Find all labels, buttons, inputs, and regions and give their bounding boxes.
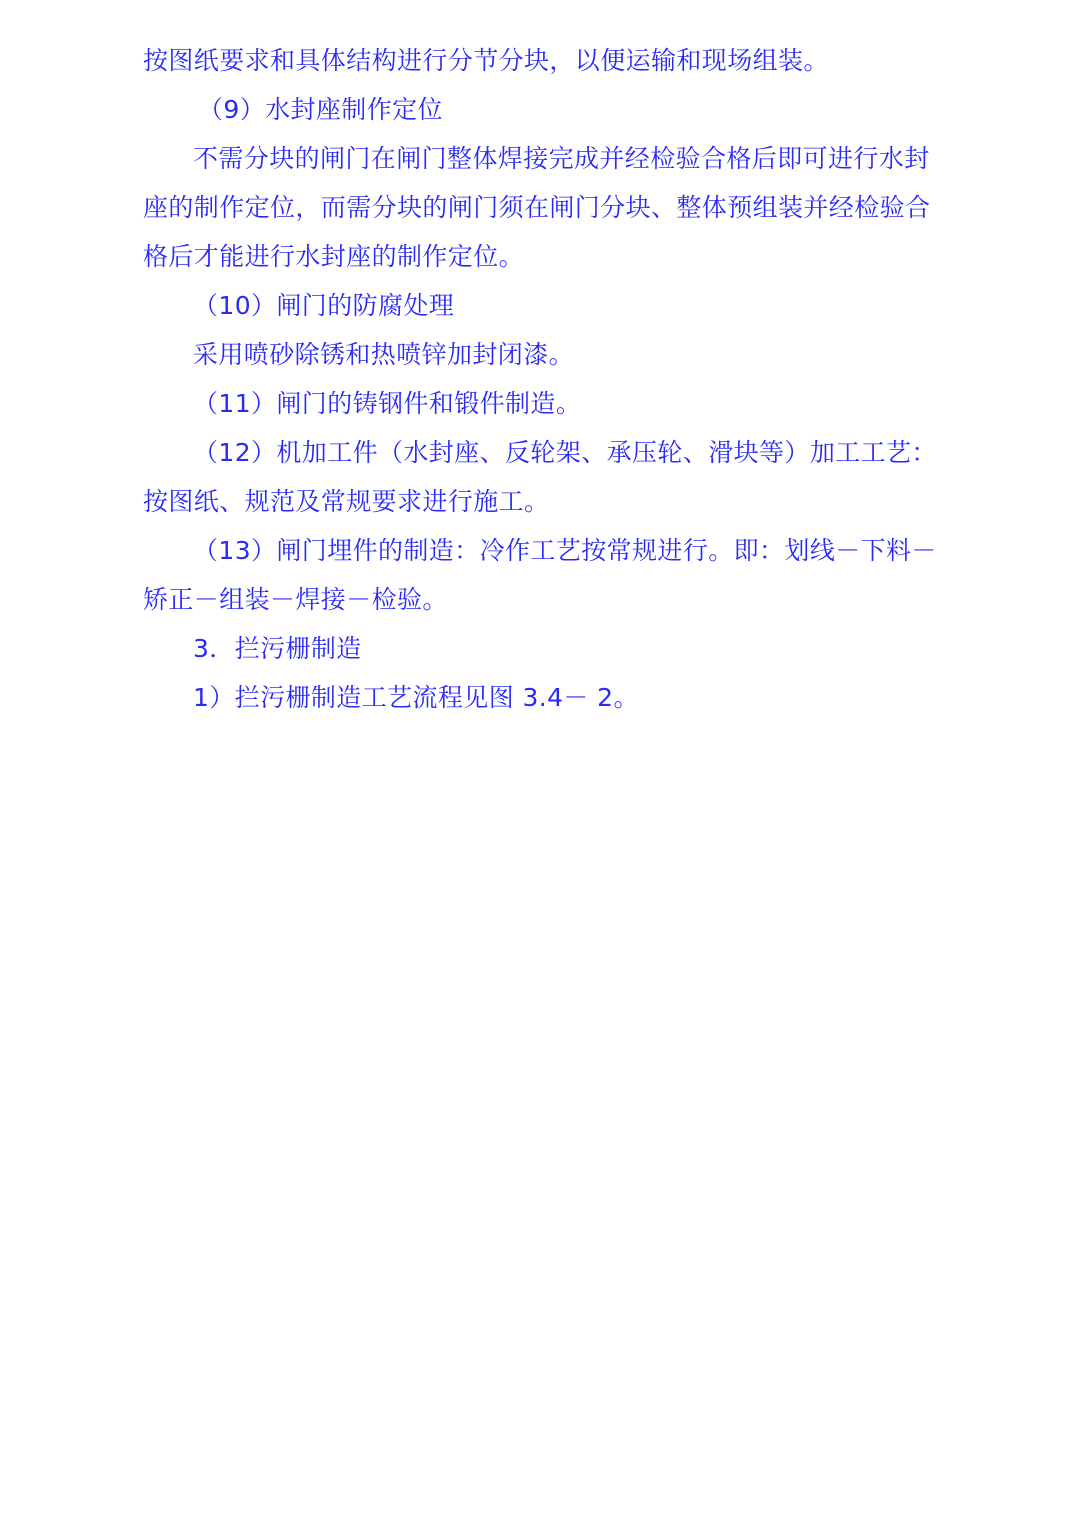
paragraph-10: 1）拦污栅制造工艺流程见图 3.4－ 2。 <box>193 683 639 712</box>
paragraph-7: （12）机加工件（水封座、反轮架、承压轮、滑块等）加工工艺：按图纸、规范及常规要求进行施工。 <box>143 438 937 516</box>
paragraph-9: 3．拦污栅制造 <box>193 634 362 663</box>
paragraph-4: （10）闸门的防腐处理 <box>193 291 455 320</box>
document-body <box>143 36 953 722</box>
paragraph-3: 不需分块的闸门在闸门整体焊接完成并经检验合格后即可进行水封座的制作定位，而需分块的闸门须在闸门分块、整体预组装并经检验合格后才能进行水封座的制作定位。 <box>143 144 931 271</box>
paragraph-1: 按图纸要求和具体结构进行分节分块，以便运输和现场组装。 <box>143 46 829 75</box>
paragraph-6: （11）闸门的铸钢件和锻件制造。 <box>193 389 582 418</box>
paragraph-2: （9）水封座制作定位 <box>198 95 443 124</box>
paragraph-5: 采用喷砂除锈和热喷锌加封闭漆。 <box>193 340 575 369</box>
paragraph-8: （13）闸门埋件的制造：冷作工艺按常规进行。即：划线－下料－矫正－组装－焊接－检验。 <box>143 536 937 614</box>
